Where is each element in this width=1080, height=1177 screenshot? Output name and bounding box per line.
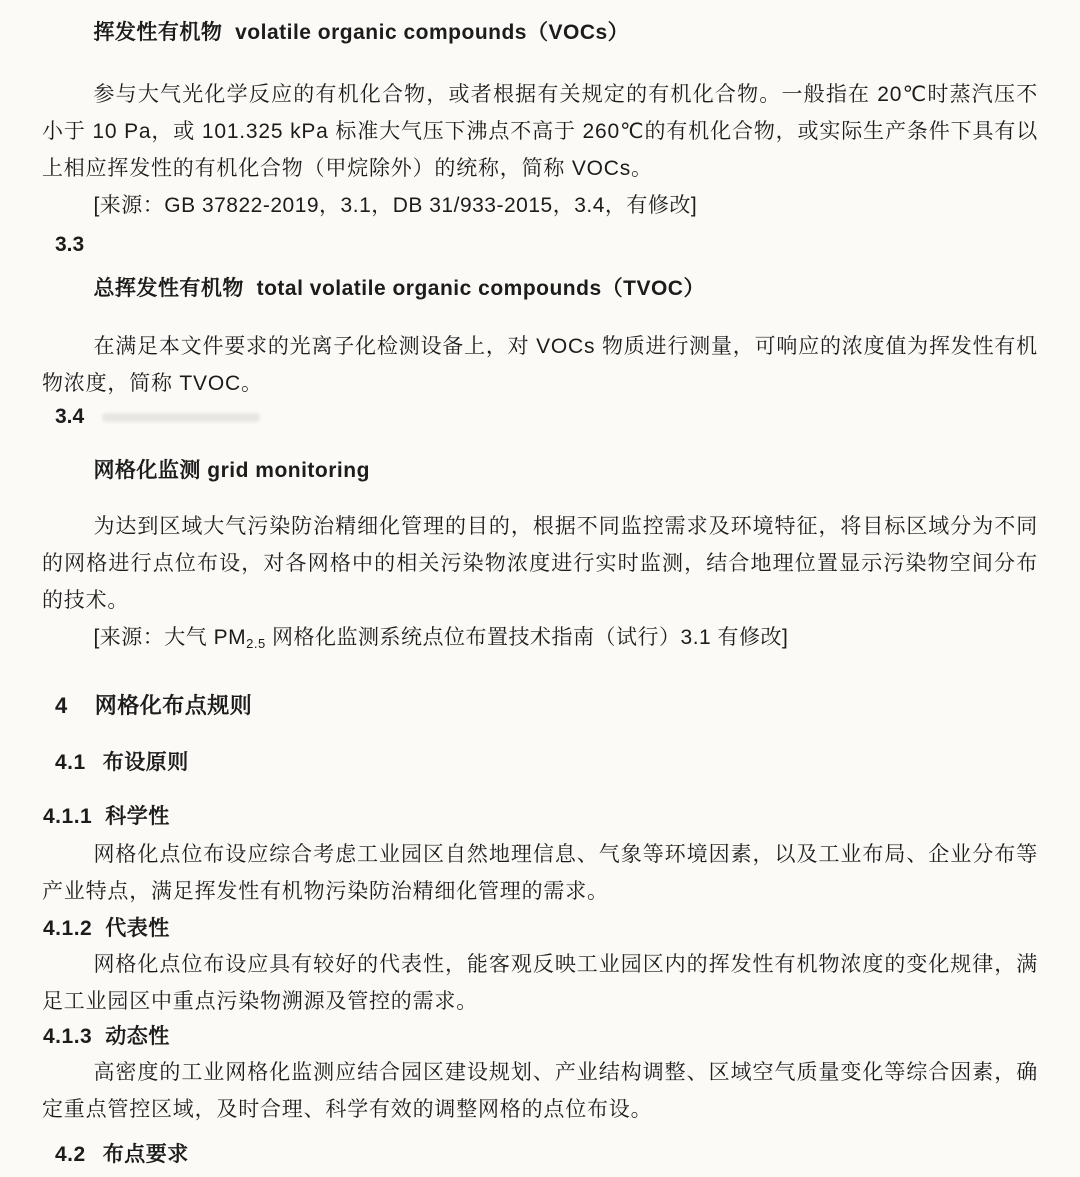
source-citation-grid-monitoring: [42, 619, 1038, 662]
section-title-4-1-2: 代表性: [105, 917, 170, 940]
section-number-4-1-3: 4.1.3: [43, 1025, 93, 1048]
section-number-4-1-2: 4.1.2: [43, 917, 93, 940]
definition-paragraph-grid-monitoring: 为达到区域大气污染防治精细化管理的目的，根据不同监控需求及环境特征，将目标区域分为不同的网格进行点位布设，对各网格中的相关污染物浓度进行实时监测，结合地理位置显示污染物空间分布的技术。: [42, 515, 1038, 612]
paragraph-4-1-2: 网格化点位布设应具有较好的代表性，能客观反映工业园区内的挥发性有机物浓度的变化规律，满足工业园区中重点污染物溯源及管控的需求。: [42, 953, 1038, 1013]
section-heading-4-1-1: [42, 804, 1038, 830]
term-heading-grid-monitoring: 网格化监测 grid monitoring: [93, 459, 370, 482]
clause-number-3-4: [42, 404, 1038, 430]
term-heading-tvoc: 总挥发性有机物 total volatile organic compounds（TVOC）: [93, 277, 705, 300]
section-title-4-1-1: 科学性: [105, 805, 170, 828]
paragraph-4-1-1: 网格化点位布设应综合考虑工业园区自然地理信息、气象等环境因素，以及工业布局、企业分布等产业特点，满足挥发性有机物污染防治精细化管理的需求。: [42, 843, 1038, 903]
paragraph-4-1-3: 高密度的工业网格化监测应结合园区建设规划、产业结构调整、区域空气质量变化等综合因素，确定重点管控区域，及时合理、科学有效的调整网格的点位布设。: [42, 1061, 1038, 1121]
clause-number-3-3: 3.3: [55, 233, 85, 256]
source-citation-voc: [来源：GB 37822-2019，3.1，DB 31/933-2015，3.4，有修改]: [93, 194, 698, 217]
section-title-4-1-3: 动态性: [105, 1025, 170, 1048]
section-title-4: 网格化布点规则: [94, 693, 253, 718]
source-text-post: 网格化监测系统点位布置技术指南（试行）3.1 有修改]: [265, 626, 789, 649]
scan-smudge-artifact: [102, 413, 260, 422]
definition-paragraph-tvoc: 在满足本文件要求的光离子化检测设备上，对 VOCs 物质进行测量，可响应的浓度值为挥发性有机物浓度，简称 TVOC。: [42, 335, 1038, 395]
section-number-4-1: 4.1: [55, 751, 86, 774]
source-text-pre: [来源：大气 PM: [93, 626, 247, 649]
section-heading-4-2: [42, 1142, 1038, 1168]
section-heading-4-1-2: [42, 916, 1038, 942]
section-title-4-2: 布点要求: [102, 1143, 189, 1166]
section-heading-4-1: [42, 750, 1038, 776]
clause-number-3-4-label: 3.4: [55, 405, 85, 428]
definition-paragraph-voc: 参与大气光化学反应的有机化合物，或者根据有关规定的有机化合物。一般指在 20℃时蒸汽压不小于 10 Pa，或 101.325 kPa 标准大气压下沸点不高于 260℃的有机化合物，或实际生产条件下具有以上相应挥发性的有机化合物（甲烷除外）的统称，简称 VOCs。: [42, 83, 1038, 180]
section-number-4-1-1: 4.1.1: [43, 805, 93, 828]
section-title-4-1: 布设原则: [102, 751, 189, 774]
pm25-subscript: 2.5: [246, 636, 266, 651]
section-number-4: 4: [55, 693, 68, 718]
term-heading-voc: 挥发性有机物 volatile organic compounds（VOCs）: [93, 21, 630, 44]
section-heading-4-1-3: [42, 1024, 1038, 1050]
section-heading-4: [42, 692, 1038, 720]
section-number-4-2: 4.2: [55, 1143, 86, 1166]
